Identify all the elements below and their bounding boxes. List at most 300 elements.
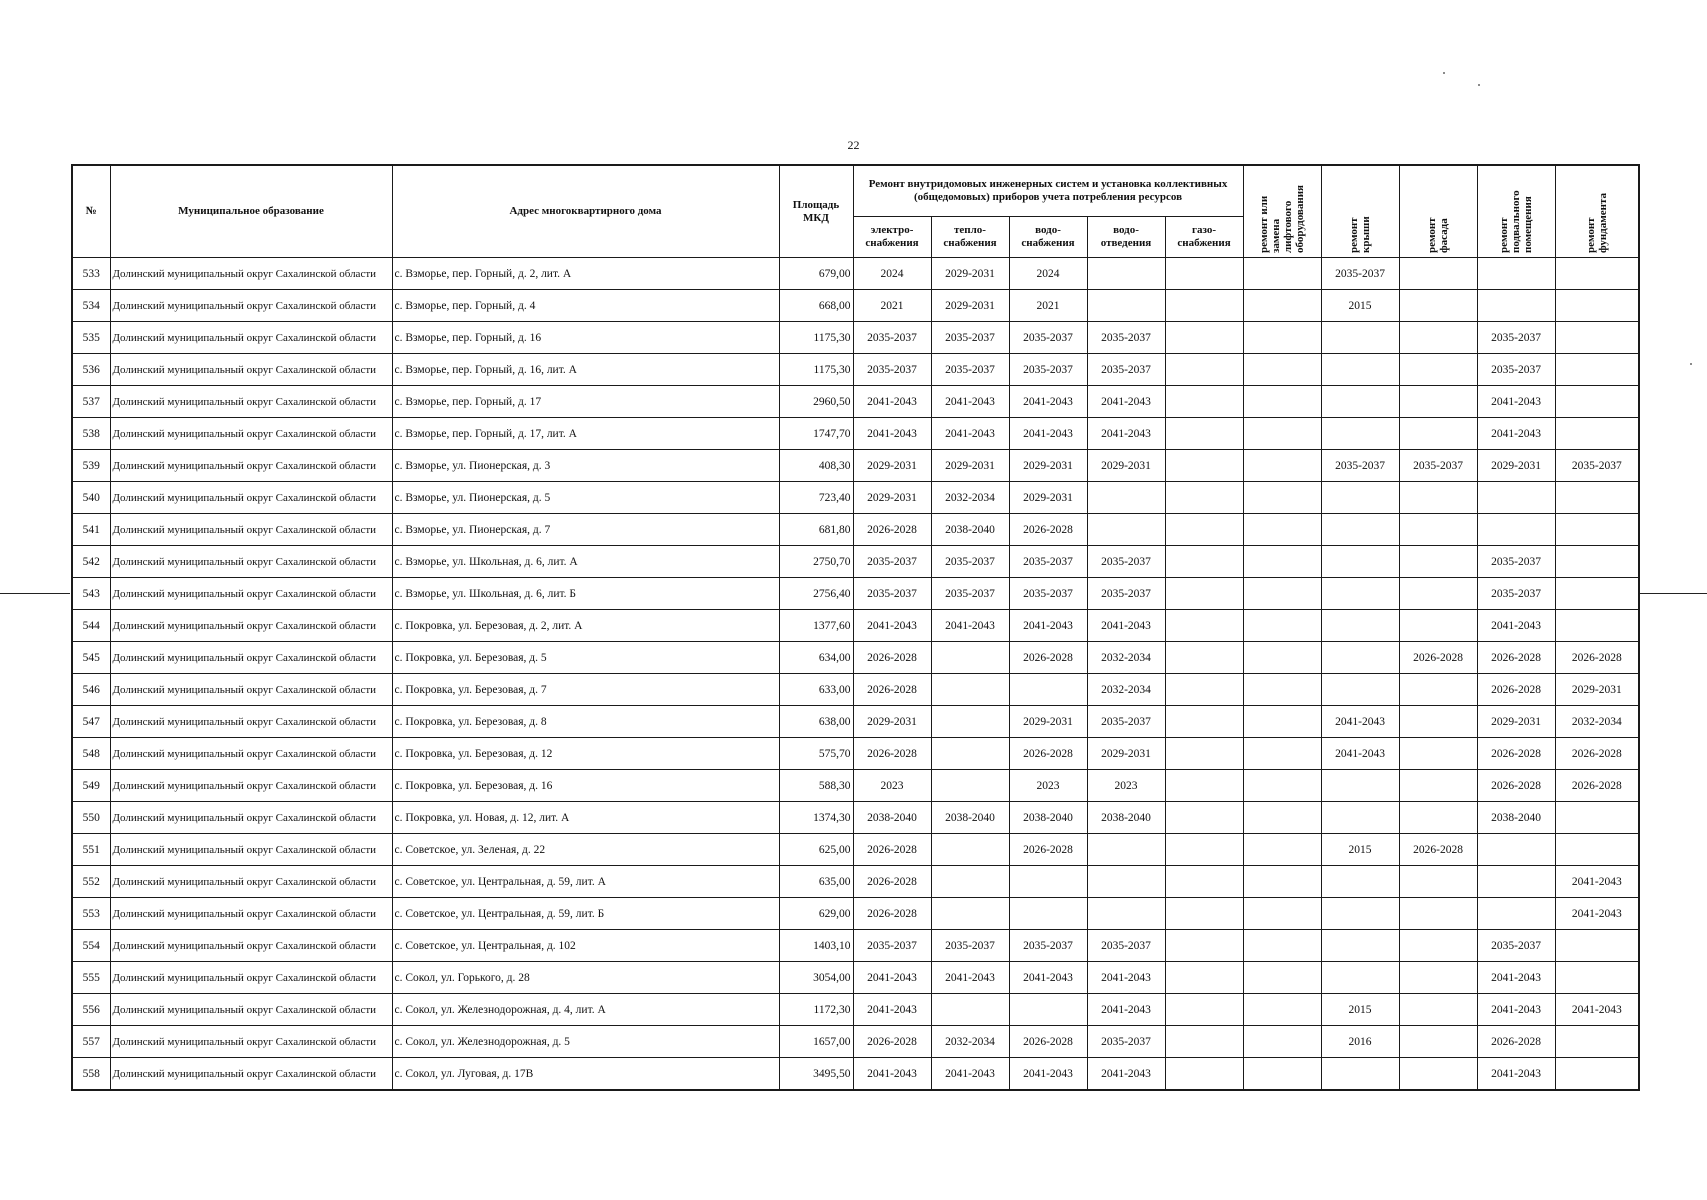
roof-cell [1321,802,1399,834]
drain-cell [1087,290,1165,322]
foundation-cell [1555,514,1639,546]
water-cell: 2026-2028 [1009,514,1087,546]
gas-cell [1165,994,1243,1026]
municipality-cell: Долинский муниципальный округ Сахалинской области [110,354,392,386]
address-cell: с. Покровка, ул. Березовая, д. 2, лит. А [392,610,779,642]
foundation-cell [1555,354,1639,386]
foundation-cell [1555,802,1639,834]
basement-cell: 2038-2040 [1477,802,1555,834]
drain-cell: 2041-2043 [1087,994,1165,1026]
lift-cell [1243,578,1321,610]
basement-cell: 2041-2043 [1477,386,1555,418]
facade-cell [1399,706,1477,738]
area-cell: 634,00 [779,642,853,674]
roof-cell [1321,642,1399,674]
table-row [72,386,1639,418]
table-row [72,834,1639,866]
roof-cell [1321,578,1399,610]
heat-cell [931,770,1009,802]
address-cell: с. Взморье, пер. Горный, д. 17, лит. А [392,418,779,450]
table-row [72,738,1639,770]
lift-cell [1243,322,1321,354]
basement-cell: 2029-2031 [1477,450,1555,482]
roof-cell: 2015 [1321,994,1399,1026]
electro-cell: 2029-2031 [853,450,931,482]
drain-cell: 2035-2037 [1087,706,1165,738]
water-cell: 2035-2037 [1009,354,1087,386]
heat-cell [931,642,1009,674]
water-cell [1009,866,1087,898]
electro-cell: 2038-2040 [853,802,931,834]
lift-cell [1243,738,1321,770]
water-cell: 2023 [1009,770,1087,802]
table-row [72,514,1639,546]
heat-cell [931,674,1009,706]
heat-cell [931,738,1009,770]
row-number: 558 [72,1058,110,1091]
facade-cell [1399,1026,1477,1058]
foundation-cell: 2032-2034 [1555,706,1639,738]
area-cell: 723,40 [779,482,853,514]
water-cell: 2026-2028 [1009,1026,1087,1058]
drain-cell: 2029-2031 [1087,738,1165,770]
electro-cell: 2041-2043 [853,610,931,642]
drain-cell: 2035-2037 [1087,1026,1165,1058]
lift-cell [1243,546,1321,578]
gas-cell [1165,962,1243,994]
lift-cell [1243,802,1321,834]
facade-cell [1399,866,1477,898]
lift-cell [1243,610,1321,642]
gas-cell [1165,386,1243,418]
address-cell: с. Советское, ул. Центральная, д. 59, лит. Б [392,898,779,930]
water-cell: 2021 [1009,290,1087,322]
water-cell [1009,674,1087,706]
capital-repair-table [71,164,1640,1091]
row-number: 544 [72,610,110,642]
electro-cell: 2026-2028 [853,898,931,930]
row-number: 535 [72,322,110,354]
header-municipality: Муниципальное образование [110,165,392,258]
drain-cell: 2041-2043 [1087,610,1165,642]
foundation-cell [1555,1026,1639,1058]
municipality-cell: Долинский муниципальный округ Сахалинской области [110,962,392,994]
facade-cell [1399,994,1477,1026]
roof-cell [1321,610,1399,642]
electro-cell: 2026-2028 [853,834,931,866]
lift-cell [1243,706,1321,738]
gas-cell [1165,706,1243,738]
basement-cell: 2041-2043 [1477,962,1555,994]
area-cell: 1747,70 [779,418,853,450]
foundation-cell [1555,834,1639,866]
address-cell: с. Взморье, пер. Горный, д. 17 [392,386,779,418]
electro-cell: 2026-2028 [853,1026,931,1058]
foundation-cell: 2026-2028 [1555,642,1639,674]
drain-cell: 2041-2043 [1087,418,1165,450]
table-row [72,994,1639,1026]
lift-cell [1243,450,1321,482]
table-row [72,866,1639,898]
area-cell: 575,70 [779,738,853,770]
table-row [72,578,1639,610]
lift-cell [1243,514,1321,546]
lift-cell [1243,994,1321,1026]
heat-cell: 2029-2031 [931,258,1009,290]
table-row [72,674,1639,706]
electro-cell: 2041-2043 [853,962,931,994]
facade-cell [1399,482,1477,514]
drain-cell: 2032-2034 [1087,674,1165,706]
roof-cell [1321,866,1399,898]
basement-cell: 2035-2037 [1477,546,1555,578]
gas-cell [1165,770,1243,802]
heat-cell: 2035-2037 [931,578,1009,610]
municipality-cell: Долинский муниципальный округ Сахалинской области [110,1058,392,1091]
area-cell: 1175,30 [779,354,853,386]
water-cell: 2035-2037 [1009,578,1087,610]
municipality-cell: Долинский муниципальный округ Сахалинской области [110,898,392,930]
roof-cell [1321,418,1399,450]
table-body [72,258,1639,1091]
drain-cell: 2041-2043 [1087,386,1165,418]
row-number: 542 [72,546,110,578]
address-cell: с. Взморье, ул. Пионерская, д. 3 [392,450,779,482]
electro-cell: 2026-2028 [853,642,931,674]
lift-cell [1243,674,1321,706]
lift-cell [1243,1026,1321,1058]
heat-cell: 2035-2037 [931,546,1009,578]
address-cell: с. Взморье, пер. Горный, д. 2, лит. А [392,258,779,290]
foundation-cell: 2041-2043 [1555,898,1639,930]
area-cell: 679,00 [779,258,853,290]
water-cell [1009,898,1087,930]
gas-cell [1165,642,1243,674]
facade-cell [1399,898,1477,930]
water-cell: 2029-2031 [1009,706,1087,738]
header-address: Адрес многоквартирного дома [392,165,779,258]
gas-cell [1165,578,1243,610]
gas-cell [1165,738,1243,770]
basement-cell [1477,834,1555,866]
address-cell: с. Сокол, ул. Железнодорожная, д. 4, лит. А [392,994,779,1026]
area-cell: 1374,30 [779,802,853,834]
facade-cell [1399,738,1477,770]
gas-cell [1165,674,1243,706]
table-row [72,482,1639,514]
table-row [72,898,1639,930]
row-number: 540 [72,482,110,514]
electro-cell: 2035-2037 [853,578,931,610]
water-cell: 2038-2040 [1009,802,1087,834]
heat-cell [931,706,1009,738]
roof-cell: 2035-2037 [1321,450,1399,482]
facade-cell [1399,1058,1477,1091]
roof-cell [1321,386,1399,418]
row-number: 553 [72,898,110,930]
municipality-cell: Долинский муниципальный округ Сахалинской области [110,706,392,738]
electro-cell: 2026-2028 [853,674,931,706]
roof-cell [1321,898,1399,930]
heat-cell: 2041-2043 [931,386,1009,418]
facade-cell [1399,322,1477,354]
heat-cell [931,834,1009,866]
roof-cell [1321,514,1399,546]
table-row [72,354,1639,386]
basement-cell: 2026-2028 [1477,770,1555,802]
area-cell: 1175,30 [779,322,853,354]
water-cell: 2029-2031 [1009,482,1087,514]
heat-cell [931,994,1009,1026]
foundation-cell: 2035-2037 [1555,450,1639,482]
address-cell: с. Взморье, пер. Горный, д. 4 [392,290,779,322]
header-drain: водо- отведения [1087,217,1165,258]
water-cell: 2026-2028 [1009,642,1087,674]
lift-cell [1243,930,1321,962]
roof-cell [1321,1058,1399,1091]
basement-cell: 2026-2028 [1477,1026,1555,1058]
gas-cell [1165,834,1243,866]
lift-cell [1243,962,1321,994]
row-number: 533 [72,258,110,290]
gas-cell [1165,610,1243,642]
table-row [72,802,1639,834]
basement-cell: 2026-2028 [1477,642,1555,674]
water-cell: 2041-2043 [1009,962,1087,994]
roof-cell: 2035-2037 [1321,258,1399,290]
foundation-cell: 2029-2031 [1555,674,1639,706]
address-cell: с. Взморье, ул. Пионерская, д. 5 [392,482,779,514]
table-row [72,322,1639,354]
scan-artifact-line-left [0,593,70,594]
lift-cell [1243,770,1321,802]
address-cell: с. Покровка, ул. Березовая, д. 5 [392,642,779,674]
electro-cell: 2041-2043 [853,994,931,1026]
municipality-cell: Долинский муниципальный округ Сахалинской области [110,514,392,546]
gas-cell [1165,450,1243,482]
lift-cell [1243,642,1321,674]
heat-cell: 2032-2034 [931,1026,1009,1058]
basement-cell: 2026-2028 [1477,738,1555,770]
facade-cell [1399,674,1477,706]
municipality-cell: Долинский муниципальный округ Сахалинской области [110,322,392,354]
area-cell: 633,00 [779,674,853,706]
table-row [72,290,1639,322]
heat-cell: 2041-2043 [931,418,1009,450]
roof-cell [1321,322,1399,354]
facade-cell [1399,610,1477,642]
header-lift: ремонт или замена лифтового оборудования [1243,165,1321,258]
address-cell: с. Взморье, пер. Горный, д. 16 [392,322,779,354]
foundation-cell: 2026-2028 [1555,738,1639,770]
table-row [72,706,1639,738]
electro-cell: 2023 [853,770,931,802]
electro-cell: 2026-2028 [853,514,931,546]
foundation-cell [1555,258,1639,290]
water-cell: 2026-2028 [1009,738,1087,770]
gas-cell [1165,866,1243,898]
row-number: 536 [72,354,110,386]
foundation-cell [1555,610,1639,642]
gas-cell [1165,802,1243,834]
foundation-cell [1555,578,1639,610]
header-roof: ремонт крыши [1321,165,1399,258]
address-cell: с. Советское, ул. Центральная, д. 59, лит. А [392,866,779,898]
gas-cell [1165,546,1243,578]
facade-cell: 2026-2028 [1399,642,1477,674]
area-cell: 1403,10 [779,930,853,962]
municipality-cell: Долинский муниципальный округ Сахалинской области [110,930,392,962]
municipality-cell: Долинский муниципальный округ Сахалинской области [110,738,392,770]
row-number: 552 [72,866,110,898]
heat-cell: 2041-2043 [931,1058,1009,1091]
basement-cell [1477,866,1555,898]
facade-cell [1399,290,1477,322]
drain-cell: 2023 [1087,770,1165,802]
row-number: 545 [72,642,110,674]
electro-cell: 2035-2037 [853,354,931,386]
drain-cell: 2035-2037 [1087,354,1165,386]
address-cell: с. Сокол, ул. Горького, д. 28 [392,962,779,994]
facade-cell [1399,258,1477,290]
water-cell: 2024 [1009,258,1087,290]
area-cell: 629,00 [779,898,853,930]
heat-cell: 2029-2031 [931,290,1009,322]
heat-cell: 2038-2040 [931,802,1009,834]
row-number: 541 [72,514,110,546]
basement-cell: 2035-2037 [1477,578,1555,610]
basement-cell [1477,290,1555,322]
gas-cell [1165,290,1243,322]
water-cell: 2035-2037 [1009,322,1087,354]
basement-cell [1477,258,1555,290]
table-row [72,1026,1639,1058]
water-cell: 2029-2031 [1009,450,1087,482]
municipality-cell: Долинский муниципальный округ Сахалинской области [110,482,392,514]
facade-cell [1399,578,1477,610]
drain-cell: 2041-2043 [1087,962,1165,994]
header-heat: тепло- снабжения [931,217,1009,258]
drain-cell: 2035-2037 [1087,546,1165,578]
row-number: 547 [72,706,110,738]
heat-cell: 2032-2034 [931,482,1009,514]
facade-cell [1399,354,1477,386]
foundation-cell: 2041-2043 [1555,866,1639,898]
facade-cell [1399,770,1477,802]
electro-cell: 2024 [853,258,931,290]
area-cell: 1657,00 [779,1026,853,1058]
municipality-cell: Долинский муниципальный округ Сахалинской области [110,290,392,322]
gas-cell [1165,418,1243,450]
address-cell: с. Покровка, ул. Березовая, д. 7 [392,674,779,706]
scan-speck [1478,84,1480,86]
area-cell: 2756,40 [779,578,853,610]
electro-cell: 2026-2028 [853,866,931,898]
address-cell: с. Сокол, ул. Железнодорожная, д. 5 [392,1026,779,1058]
basement-cell [1477,898,1555,930]
header-water: водо- снабжения [1009,217,1087,258]
roof-cell [1321,674,1399,706]
table-row [72,546,1639,578]
electro-cell: 2041-2043 [853,418,931,450]
municipality-cell: Долинский муниципальный округ Сахалинской области [110,386,392,418]
roof-cell [1321,546,1399,578]
area-cell: 638,00 [779,706,853,738]
scan-speck [1690,363,1692,365]
scan-artifact-line-right [1640,593,1707,594]
row-number: 555 [72,962,110,994]
drain-cell: 2035-2037 [1087,578,1165,610]
header-gas: газо- снабжения [1165,217,1243,258]
header-engineering-group: Ремонт внутридомовых инженерных систем и установка коллективных (общедомовых) приборов учета потребления ресурсов [853,165,1243,217]
header-area: Площадь МКД [779,165,853,258]
drain-cell: 2029-2031 [1087,450,1165,482]
electro-cell: 2041-2043 [853,386,931,418]
basement-cell: 2026-2028 [1477,674,1555,706]
area-cell: 668,00 [779,290,853,322]
gas-cell [1165,354,1243,386]
basement-cell [1477,514,1555,546]
row-number: 538 [72,418,110,450]
heat-cell: 2029-2031 [931,450,1009,482]
water-cell: 2035-2037 [1009,546,1087,578]
address-cell: с. Покровка, ул. Березовая, д. 16 [392,770,779,802]
drain-cell: 2035-2037 [1087,322,1165,354]
header-electro: электро- снабжения [853,217,931,258]
drain-cell [1087,482,1165,514]
basement-cell: 2041-2043 [1477,418,1555,450]
row-number: 548 [72,738,110,770]
address-cell: с. Покровка, ул. Березовая, д. 12 [392,738,779,770]
lift-cell [1243,258,1321,290]
facade-cell [1399,962,1477,994]
heat-cell [931,866,1009,898]
basement-cell: 2035-2037 [1477,930,1555,962]
drain-cell: 2038-2040 [1087,802,1165,834]
lift-cell [1243,834,1321,866]
roof-cell [1321,482,1399,514]
address-cell: с. Покровка, ул. Березовая, д. 8 [392,706,779,738]
header-foundation: ремонт фундамента [1555,165,1639,258]
facade-cell [1399,930,1477,962]
heat-cell: 2038-2040 [931,514,1009,546]
lift-cell [1243,290,1321,322]
roof-cell [1321,930,1399,962]
water-cell [1009,994,1087,1026]
electro-cell: 2035-2037 [853,322,931,354]
facade-cell [1399,546,1477,578]
table-row [72,418,1639,450]
address-cell: с. Взморье, ул. Школьная, д. 6, лит. Б [392,578,779,610]
gas-cell [1165,482,1243,514]
facade-cell: 2035-2037 [1399,450,1477,482]
address-cell: с. Советское, ул. Зеленая, д. 22 [392,834,779,866]
row-number: 550 [72,802,110,834]
facade-cell [1399,802,1477,834]
row-number: 534 [72,290,110,322]
electro-cell: 2029-2031 [853,706,931,738]
facade-cell [1399,514,1477,546]
facade-cell: 2026-2028 [1399,834,1477,866]
basement-cell: 2029-2031 [1477,706,1555,738]
header-num: № [72,165,110,258]
electro-cell: 2041-2043 [853,1058,931,1091]
municipality-cell: Долинский муниципальный округ Сахалинской области [110,258,392,290]
lift-cell [1243,866,1321,898]
water-cell: 2041-2043 [1009,610,1087,642]
drain-cell: 2041-2043 [1087,1058,1165,1091]
foundation-cell [1555,962,1639,994]
